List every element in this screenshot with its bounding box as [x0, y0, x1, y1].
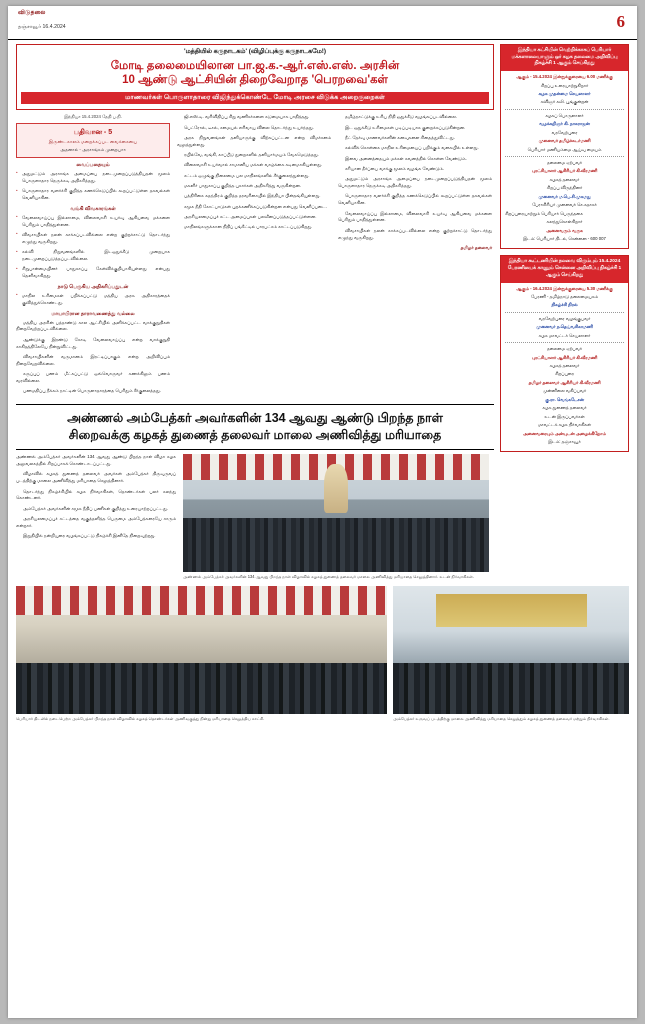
lead-bullet: ● அதுமட்டும் அரசாங்க அமைப்பை நடைமுறைப்படுத்தியதன் மூலம் பொருளாதார நெருக்கடி அதிகரித்தது. — [16, 171, 170, 185]
publication-title: விடுதலை — [18, 10, 46, 16]
announcement-line: சிறப்பு உரையாற்றுகிறார் — [540, 82, 589, 88]
second-paragraph: விழாவில் கழகத் துணைத் தலைவர் அவர்கள் அம்பேத்கர் திருவுருவப் படத்திற்கு மாலை அணிவித்து மரியாதை செலுத்தினார். — [16, 471, 176, 484]
announcement-line: அனைவரையும் அன்புடன் அழைக்கிறோம் — [523, 430, 606, 436]
photo-caption-bottom-right: அம்பேத்கர் உருவப் படத்திற்கு மாலை அணிவித்து மரியாதை செலுத்தும் கழகத் துணைத் தலைவர் மற்றும் நிர்வாகிகள். — [393, 716, 610, 722]
second-paragraph: இறுதியில் நன்றியுரை வழங்கப்பட்டு நிகழ்ச்சி இனிதே நிறைவுற்றது. — [23, 533, 156, 539]
announcement-line: கழக மாவட்டச் செயலாளர் — [538, 332, 591, 338]
lead-bullet: ● கல்வி நிறுவனங்களில் இடஒதுக்கீடு முறையாக நடைமுறைப்படுத்தப்படவில்லை. — [16, 249, 170, 263]
second-intro: அண்ணல் அம்பேத்கர் அவர்களின் 134 ஆவது ஆண்டு பிறந்த நாள் விழா கழக அலுவலகத்தில் சிறப்பாகக் கொண்டாடப்பட்டது. — [16, 454, 176, 467]
page-content — [8, 40, 637, 723]
bottom-left-photo-block — [16, 586, 387, 722]
photo-garlanding — [393, 586, 629, 714]
announcement-line: சிறப்புரையாற்றும் பெரியார் பெருந்தகை — [505, 210, 583, 216]
lead-paragraph: பெட்ரோல், டீசல், சமையல் எரிவாயு விலை தொடர்ந்து உயர்ந்தது. — [184, 124, 314, 130]
lead-box-line2: இருண்டகாலம் மறைக்கப்பட வைக்கையை — [48, 139, 138, 145]
lead-paragraph: கருப்புப் பணம் மீட்கப்பட்டு ஒவ்வொருவர் கணக்கிலும் பணம் வரவில்லை. — [16, 370, 170, 383]
section-heading-3: நாடு பெருகிய அதிகரிப்பதுடன் — [57, 283, 129, 290]
second-headline-line1: அண்ணல் அம்பேத்கர் அவர்களின் 134 ஆவது ஆண்டு பிறந்த நாள் — [67, 411, 443, 426]
bottom-right-photo-block — [393, 586, 629, 722]
announcement-line: பேரணி - தமிழ்நாடு தலைமையகம் — [530, 293, 599, 299]
lead-paragraph: தமிழ்நாட்டுக்கு உரிய நிதி ஒதுக்கீடு வழங்கப்படவில்லை. — [345, 114, 458, 120]
newspaper-page — [8, 6, 637, 1018]
lead-paragraph: மகளிர் பாதுகாப்பு குறித்த புகார்கள் அதிகரித்து வருகின்றன. — [184, 183, 302, 189]
article-column-3 — [338, 114, 492, 398]
lead-subhead: மாணவர்கள் பொருளாதாரை விஜிந்துக்கொண்டே மோடி அரசை விடுக்க அறைகுறைகள் — [21, 92, 489, 105]
announcement-line: உடன் இருப்பவர்கள் — [544, 413, 585, 419]
announcement-line: மாவட்டக் கழக நிர்வாகிகள் — [537, 422, 592, 428]
section-heading-1: வைப்பதையும் — [76, 161, 110, 168]
right-rail — [500, 44, 629, 580]
announcement-line: கழகத் தலைவர் — [549, 363, 580, 369]
announcement-line: தலைமை ஏற்பவர் — [547, 160, 582, 166]
lead-bullet: ● சிறுபான்மையினர் பாதுகாப்பு கேள்விக்குறியாகியுள்ளது என்பது தெளிவாகிறது. — [16, 266, 170, 280]
lead-paragraph: அரசு நிறுவனங்கள் தனியாருக்கு விற்கப்பட்டன என்ற விமர்சனம் வலுத்துள்ளது. — [177, 134, 331, 147]
second-story-row — [16, 454, 494, 580]
lead-paragraph: சரியான தீர்ப்பை வாக்கு மூலம் வழங்க வேண்டும். — [345, 165, 445, 171]
announcement-line: முன்னிலை வகிப்பவர் — [542, 388, 587, 394]
lead-date-strip: இந்தியா 15.4.2024 தேதி ப.நி. — [64, 114, 122, 120]
lead-paragraph: ஜி.எஸ்.டி. வரிவிதிப்பு சிறு வணிகர்களை கடுமையாக பாதித்தது. — [184, 114, 310, 120]
lead-headline-line1: மோடி தலைமையிலான பா.ஜ.க.-ஆர்.எஸ்.எஸ். அரசின் — [110, 60, 400, 72]
second-story-text — [16, 454, 176, 580]
announcement-line: முனைவர் ந.தெய்வசிகாமணி — [536, 324, 593, 330]
lead-paragraph: அதுமட்டும் அரசாங்க அமைப்பை நடைமுறைப்படுத்தியதன் மூலம் பொருளாதார நெருக்கடி அதிகரித்தது. — [338, 176, 492, 189]
lead-paragraph: விவசாயிகளின் வருமானம் இரட்டிப்பாகும் என்ற அறிவிப்பும் நிறைவேறவில்லை. — [16, 353, 170, 366]
announcement-line: சிறப்பு விருந்தினர் — [546, 185, 583, 191]
lead-bullet: ● விவசாயிகள் நலன் காக்கப்படவில்லை என்ற குற்றச்சாட்டு தொடர்ந்து எழுந்து வருகிறது. — [16, 232, 170, 246]
announcement-line: தலைமை ஏற்பவர் — [547, 346, 582, 352]
announcement-line: இடம்: பெரியார் திடல், சென்னை - 600 007 — [523, 235, 606, 241]
second-headline-box — [16, 404, 494, 450]
announcement-line: கழக துணைத் தலைவர் — [542, 405, 587, 411]
lead-paragraph: கல்விக் கொள்கை மாநில உரிமையைப் பறிக்கும் வகையில் உள்ளது. — [345, 145, 479, 151]
announcement-line: நிகழ்ச்சி நிரல் — [551, 302, 578, 308]
lead-bullet: ● மாநில உரிமைகள் பறிக்கப்பட்டு மத்திய அரசு அதிகாரத்தைக் குவித்துக்கொண்டது. — [16, 293, 170, 307]
announcement-line: புரட்சியாளர் ஆசிரியர் கி.வீரமணி — [531, 354, 598, 360]
lead-paragraph: மாநிலங்களுக்கான நிதிப் பங்கீட்டில் பாரபட்சம் காட்டப்படுகிறது. — [184, 224, 313, 230]
photo-ambedkar-ceremony — [183, 454, 489, 572]
lead-paragraph: சமூக நீதி கோட்பாடுகள் புறக்கணிக்கப்படுகின்றன என்பது வெளிப்படை. — [184, 203, 327, 209]
lead-bullet: ● வேலைவாய்ப்பு இல்லாமை, விலைவாசி உயர்வு ஆகியவை மக்களை பெரிதும் பாதித்துள்ளன. — [16, 215, 170, 229]
announcement-line: சிறப்புரை — [555, 371, 574, 377]
lead-headline-box — [16, 44, 494, 110]
lead-paragraph: சட்டம் ஒழுங்கு நிலைமை பல மாநிலங்களில் சீர்குலைந்துள்ளது. — [184, 172, 310, 178]
announcement-body-2 — [501, 283, 628, 452]
announcement-header-2: இந்தியா கூட்டணியின் நலவை விரும்பும் 15.4.2024 பேரணியைக் காணும் சென்னை அறிவிப்பு நிகழ்ச்சி 1 ஆகும் செய்கிறது — [501, 256, 628, 282]
announcement-line: கழகத் தலைவர் — [549, 176, 580, 182]
photo-caption-middle: அண்ணல் அம்பேத்கர் அவர்களின் 134 ஆவது பிறந்த நாள் விழாவில் கழகத் துணைத் தலைவர் மாலை அணிவித்து மரியாதை செலுத்தினார். உடன் நிர்வாகிகள். — [183, 574, 474, 580]
announcement-line: வரவேற்புரை வழங்குபவர் — [538, 315, 591, 321]
bottom-photo-row — [16, 586, 629, 722]
publication-date: தஞ்சாவூர் 16.4.2024 — [18, 24, 66, 30]
lead-paragraph: அரசியலமைப்புச் சட்ட அமைப்புகள் பலவீனப்படுத்தப்பட்டுள்ளன. — [184, 214, 317, 220]
lead-paragraph: பத்திரிகை சுதந்திரம் குறித்த தரவரிசையில் இந்தியா பின்தங்கியுள்ளது. — [184, 193, 321, 199]
announcement-line: புரட்சியாளர் ஆசிரியர் கி.வீரமணி — [531, 168, 598, 174]
lead-paragraph: ஆண்டுக்கு இரண்டு கோடி வேலைவாய்ப்பு என்ற வாக்குறுதி காகிதத்திலேயே நின்றுவிட்டது. — [16, 336, 170, 349]
lead-paragraph: ரயில்வே, வங்கி, காப்பீடு துறைகளில் தனியார்மயம் வேகமெடுத்தது. — [184, 152, 319, 158]
lead-bullet: ● பொருளாதார வளர்ச்சி குறித்த கணக்கெடுப்பில் கூறப்பட்டுள்ள தகவல்கள் வெளியாகின. — [16, 188, 170, 202]
lead-paragraph: மத்திய அரசின் பத்தாண்டு கால ஆட்சியில் அளிக்கப்பட்ட வாக்குறுதிகள் நிறைவேற்றப்படவில்லை. — [16, 319, 170, 332]
announcement-line: கவிஞர் கலி. பூங்குன்றன் — [540, 99, 589, 105]
lead-box-line1: பதிவான - 5 — [73, 129, 113, 137]
lead-paragraph: வேலைவாய்ப்பு இல்லாமை, விலைவாசி உயர்வு ஆகியவை மக்களை பெரிதும் பாதித்துள்ளன. — [338, 210, 492, 223]
lead-byline: தமிழர் தலைவர் — [460, 244, 492, 250]
announcement-box-2 — [500, 255, 629, 452]
announcement-line: பெரியார் மணியம்மை ஆய்வு மையம் — [527, 146, 602, 152]
second-headline-line2: சிறைவக்கு கழகத் துணைத் தலைவர் மாலை அணிவித்து மரியாதை — [68, 428, 442, 443]
lead-kicker: 'மத்தியில் கருநாடகம்' (விழிப்புக்கு கருநாடகமே!) — [183, 48, 327, 55]
section-heading-4: மாயாபிரான தாராவணைத்து வல்லை — [51, 310, 135, 317]
announcement-line: வழக்கறிஞர் கி. நாகராஜன் — [539, 121, 590, 127]
announcement-line: ஆகும் - 16.4.2024 இன்றுக்குரையை 5.30 மணிக்கு — [516, 285, 613, 291]
announcement-line: முனைவர் ம.பெ.சி.முகமது — [538, 193, 591, 199]
photo-cadres-lineup — [16, 586, 387, 714]
announcement-line: கு.ரா. வெங்கடேசன் — [545, 396, 584, 402]
announcement-line: தமிழர் தலைவர் ஆசிரியர் கி.வீரமணி — [528, 379, 601, 385]
lead-paragraph: விலைவாசி உயர்வால் சாமானிய மக்கள் வாழ்க்கை கடினமாகியுள்ளது. — [184, 162, 323, 168]
second-story-photo-block — [183, 454, 489, 580]
main-column — [16, 44, 494, 580]
lead-summary-box — [16, 123, 170, 158]
lead-paragraph: நீட் தேர்வு மாணவர்களின் கனவுகளை சிதைத்துவிட்டது. — [345, 134, 455, 140]
lead-article-columns — [16, 114, 494, 398]
masthead — [8, 6, 637, 40]
announcement-line: அனைவரும் வருக — [546, 227, 583, 233]
announcement-line: வரவேற்புரை — [551, 129, 578, 135]
photo-caption-bottom-left: பெரியார் திடலில் நடைபெற்ற அம்பேத்கர் பிறந்த நாள் விழாவில் கழகத் தொண்டர்கள் அணிவகுத்து நின்று மரியாதை செலுத்திய காட்சி. — [16, 716, 265, 722]
lead-paragraph: பொருளாதார வளர்ச்சி குறித்த கணக்கெடுப்பில் கூறப்பட்டுள்ள தகவல்கள் வெளியாகின. — [338, 193, 492, 206]
announcement-line: கலந்துகொள்கிறார் — [546, 219, 583, 225]
section-heading-2: வங்கி விவகாரங்கள் — [70, 205, 116, 212]
second-paragraph: தொடர்ந்து நிகழ்ச்சியில் கழக நிர்வாகிகள், தொண்டர்கள் பலர் கலந்து கொண்டனர். — [16, 488, 176, 501]
announcement-line: இடம்: தஞ்சாவூர் — [548, 438, 581, 444]
announcement-line: கழகப் பொருளாளர் — [545, 112, 584, 118]
page-number: 6 — [616, 12, 625, 31]
lead-paragraph: இட ஒதுக்கீடு உரிமைகள் படிப்படியாக குறைக்கப்படுகின்றன. — [345, 124, 466, 130]
announcement-line: பேராசிரியர் முனைவர் செ.சுதாகர் — [532, 202, 597, 208]
announcement-line: ஆகும் - 15.4.2024 இன்றுக்குரையை 6.00 மணிக்கு — [516, 74, 613, 80]
announcement-body-1 — [501, 71, 628, 248]
lead-box-line3: அதனால் - அரசாங்கம் முறையாா — [60, 147, 126, 153]
article-column-2 — [177, 114, 331, 398]
article-column-1 — [16, 114, 170, 398]
lead-headline-line2: 10 ஆண்டு ஆட்சியின் திறைவேறாத 'பெரறவை'கள் — [122, 74, 388, 87]
main-columns — [16, 44, 629, 580]
announcement-header-1: இந்தியா கட்சியின் வெற்றிக்காகப் பெரியார் மக்களாலையாளும் ஒர் கழக தலைமை அறிவிப்பு நிகழ்ச்சி 1 ஆகும் செய்கிறது — [501, 45, 628, 71]
announcement-line: கழக முதன்மை செயலாளர் — [538, 90, 591, 96]
second-paragraph: அரசியலமைப்புச் சட்டத்தை வகுத்தளித்த பெருமை அம்பேத்கரையே சாரும் என்றார். — [16, 516, 176, 528]
announcement-box-1 — [500, 44, 629, 249]
announcement-line: முனைவர் தமிழ்ச்சுடர்மணி — [538, 138, 591, 144]
lead-paragraph: விவசாயிகள் நலன் காக்கப்படவில்லை என்ற குற்றச்சாட்டு தொடர்ந்து எழுந்து வருகிறது. — [338, 227, 492, 240]
lead-paragraph: இவை அனைத்தையும் மக்கள் கவனத்தில் கொள்ள வேண்டும். — [345, 155, 467, 161]
lead-paragraph: பணமதிப்பு நீக்கம் நாட்டின் பொருளாதாரத்தை பெரிதும் சீர்குலைத்தது. — [23, 388, 161, 394]
second-paragraph: அம்பேத்கர் அவர்களின் சமூக நீதிப் பணிகள் குறித்து உரையாற்றப்பட்டது. — [23, 505, 169, 511]
